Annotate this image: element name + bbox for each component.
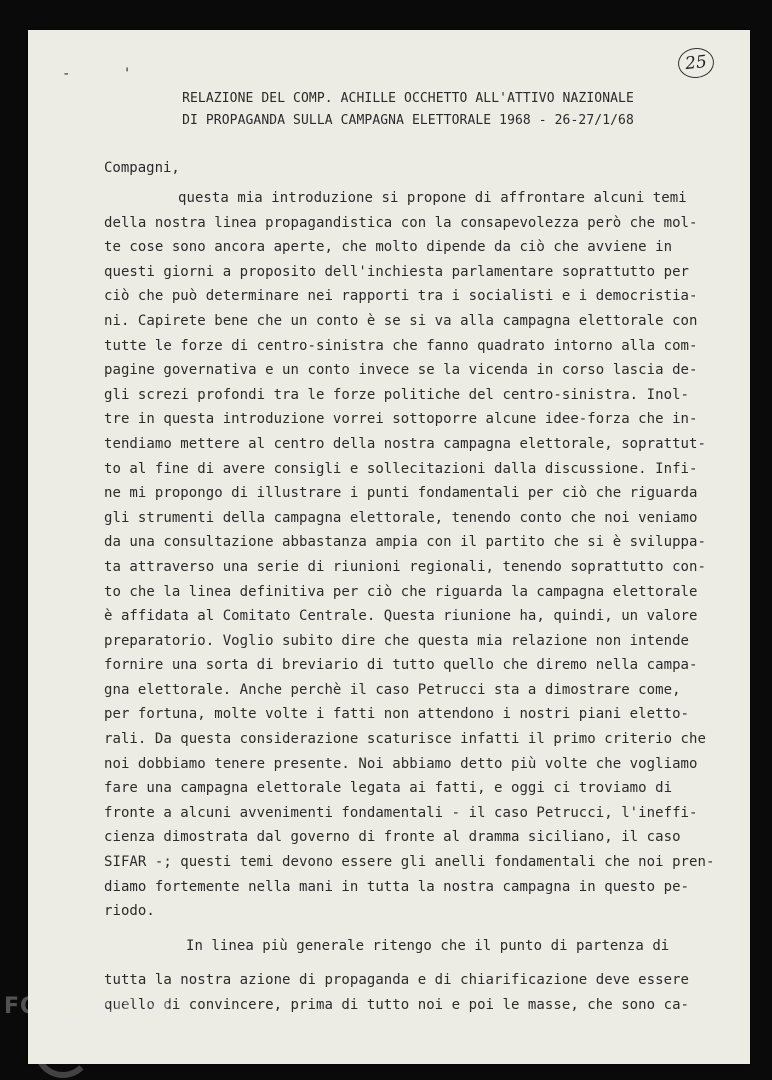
text-line: noi dobbiamo tenere presente. Noi abbiamo detto più volte che vogliamo: [104, 755, 698, 772]
text-line: ta attraverso una serie di riunioni regionali, tenendo soprattutto con-: [104, 558, 706, 575]
text-line: da una consultazione abbastanza ampia con il partito che si è sviluppa-: [104, 534, 706, 551]
text-line: gna elettorale. Anche perchè il caso Petrucci sta a dimostrare come,: [104, 681, 681, 698]
text-line: questa mia introduzione si propone di affrontare alcuni temi: [178, 190, 687, 206]
text-line: gli screzi profondi tra le forze politiche del centro-sinistra. Inol-: [104, 386, 690, 403]
text-line: riodo.: [104, 903, 155, 920]
text-line: fare una campagna elettorale legata ai fatti, e oggi ci troviamo di: [104, 780, 673, 797]
text-line: della nostra linea propagandistica con la consapevolezza però che mol-: [104, 214, 698, 231]
text-line: per fortuna, molte volte i fatti non attendono i nostri piani eletto-: [104, 706, 690, 723]
text-line: fornire una sorta di breviario di tutto quello che diremo nella campa-: [104, 657, 698, 674]
text-line: è affidata al Comitato Centrale. Questa riunione ha, quindi, un valore: [104, 608, 698, 625]
salutation: Compagni,: [104, 160, 180, 176]
text-line: diamo fortemente nella mani in tutta la nostra campagna in questo pe-: [104, 878, 690, 895]
title-line: RELAZIONE DEL COMP. ACHILLE OCCHETTO ALL'ATTIVO NAZIONALE: [182, 91, 634, 106]
text-line: questi giorni a proposito dell'inchiesta parlamentare soprattutto per: [104, 263, 690, 280]
text-line: tendiamo mettere al centro della nostra campagna elettorale, soprattut-: [104, 435, 706, 452]
text-line: ciò che può determinare nei rapporti tra i socialisti e i democristia-: [104, 288, 698, 305]
text-line: cienza dimostrata dal governo di fronte al dramma siciliano, il caso: [104, 829, 681, 846]
text-line: preparatorio. Voglio subito dire che questa mia relazione non intende: [104, 632, 690, 649]
text-line: te cose sono ancora aperte, che molto dipende da ciò che avviene in: [104, 239, 673, 256]
text-line: to al fine di avere consigli e sollecitazioni dalla discussione. Infi-: [104, 460, 698, 477]
text-line: to che la linea definitiva per ciò che riguarda la campagna elettorale: [104, 583, 698, 600]
text-line: quello di convincere, prima di tutto noi e poi le masse, che sono ca-: [104, 997, 690, 1013]
text-line: rali. Da questa considerazione scaturisce infatti il primo criterio che: [104, 731, 706, 748]
watermark-text: GRAMSCI: [64, 1018, 186, 1043]
title-line: DI PROPAGANDA SULLA CAMPAGNA ELETTORALE 1968 - 26-27/1/68: [182, 113, 634, 128]
text-line: ne mi propongo di illustrare i punti fondamentali per ciò che riguarda: [104, 485, 698, 502]
text-line: gli strumenti della campagna elettorale, tenendo conto che noi veniamo: [104, 509, 698, 526]
text-line: SIFAR -; questi temi devono essere gli anelli fondamentali che noi pren-: [104, 854, 715, 871]
text-line: fronte a alcuni avvenimenti fondamentali - il caso Petrucci, l'ineffi-: [104, 804, 698, 821]
document-title: [0, 88, 772, 132]
text-line: tutta la nostra azione di propaganda e di chiarificazione deve essere: [104, 972, 690, 989]
handwritten-marks: - ': [62, 66, 154, 82]
body-text: [104, 186, 715, 1018]
page-number-stamp: 25: [677, 46, 716, 80]
text-line: In linea più generale ritengo che il punto di partenza di: [186, 937, 670, 954]
watermark-text: onlus: [162, 1050, 184, 1059]
watermark-logo: [4, 994, 204, 1074]
text-line: ni. Capirete bene che un conto è se si va alla campagna elettorale con: [104, 312, 698, 329]
text-line: tutte le forze di centro-sinistra che fanno quadrato intorno alla com-: [104, 337, 698, 354]
watermark-text: FONDAZIONE: [4, 994, 178, 1019]
text-line: pagine governativa e un conto invece se la vicenda in corso lascia de-: [104, 362, 698, 379]
text-line: tre in questa introduzione vorrei sottoporre alcune idee-forza che in-: [104, 411, 698, 428]
